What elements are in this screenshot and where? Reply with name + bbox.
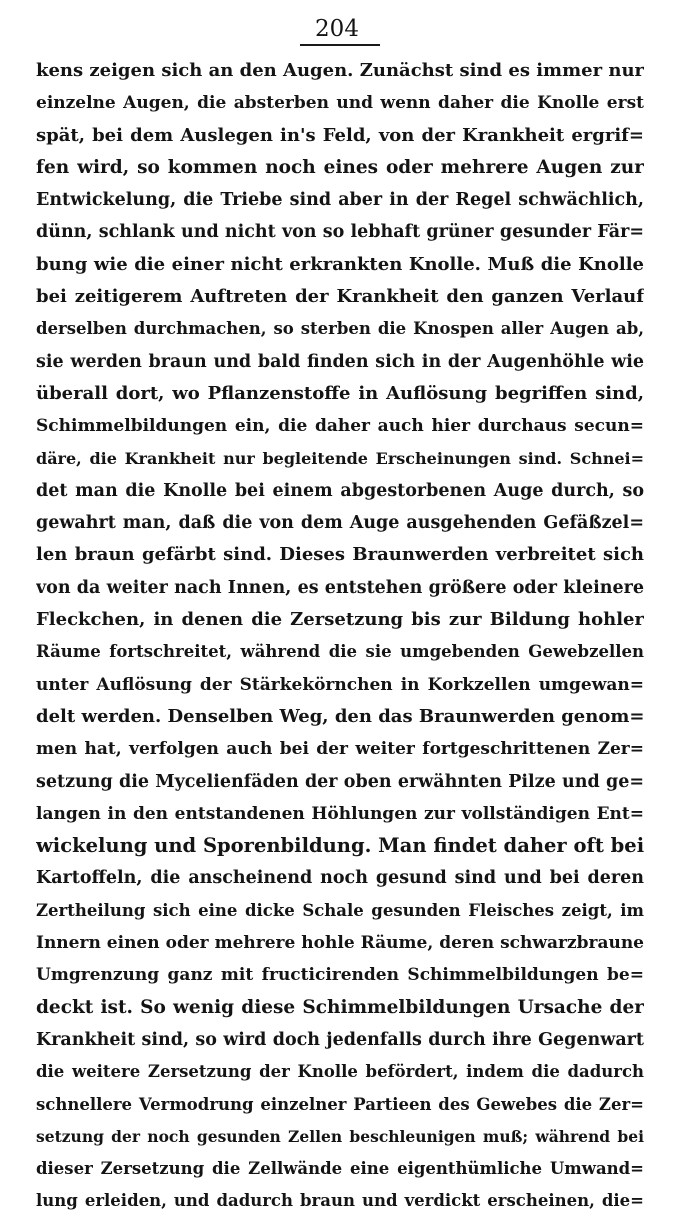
body-text: [36, 55, 644, 1218]
text-line: setzung der noch gesunden Zellen beschleunigen muß; während bei: [36, 1126, 644, 1146]
text-line: däre, die Krankheit nur begleitende Erscheinungen sind. Schnei=: [36, 448, 644, 468]
text-line: len braun gefärbt sind. Dieses Braunwerden verbreitet sich: [36, 544, 644, 566]
text-line: dieser Zersetzung die Zellwände eine eigenthümliche Umwand=: [36, 1159, 644, 1179]
text-line: Räume fortschreitet, während die sie umgebenden Gewebzellen: [36, 642, 644, 662]
text-line: spät, bei dem Auslegen in's Feld, von der Krankheit ergrif=: [36, 124, 644, 146]
text-line: kens zeigen sich an den Augen. Zunächst sind es immer nur: [36, 60, 644, 81]
text-line: schnellere Vermodrung einzelner Partieen des Gewebes die Zer=: [36, 1094, 644, 1114]
text-line: deckt ist. So wenig diese Schimmelbildungen Ursache der: [36, 996, 644, 1018]
text-line: bung wie die einer nicht erkrankten Knolle. Muß die Knolle: [36, 253, 644, 275]
text-line: Zertheilung sich eine dicke Schale gesunden Fleisches zeigt, im: [36, 900, 644, 920]
text-line: Fleckchen, in denen die Zersetzung bis zur Bildung hohler: [36, 609, 644, 631]
text-line: dünn, schlank und nicht von so lebhaft grüner gesunder Fär=: [36, 222, 644, 243]
text-line: sie werden braun und bald finden sich in der Augenhöhle wie: [36, 351, 644, 372]
text-line: delt werden. Denselben Weg, den das Braunwerden genom=: [36, 705, 644, 727]
text-line: unter Auflösung der Stärkekörnchen in Korkzellen umgewan=: [36, 674, 644, 695]
text-line: einzelne Augen, die absterben und wenn daher die Knolle erst: [36, 93, 644, 114]
text-line: Krankheit sind, so wird doch jedenfalls durch ihre Gegenwart: [36, 1029, 644, 1050]
text-line: bei zeitigerem Auftreten der Krankheit den ganzen Verlauf: [36, 286, 644, 308]
text-line: lung erleiden, und dadurch braun und verdickt erscheinen, die=: [36, 1191, 644, 1211]
text-line: Entwickelung, die Triebe sind aber in der Regel schwächlich,: [36, 190, 644, 211]
text-line: Umgrenzung ganz mit fructicirenden Schimmelbildungen be=: [36, 965, 644, 986]
text-line: gewahrt man, daß die von dem Auge ausgehenden Gefäßzel=: [36, 513, 644, 534]
text-line: derselben durchmachen, so sterben die Knospen aller Augen ab,: [36, 319, 644, 339]
text-line: wickelung und Sporenbildung. Man findet daher oft bei: [36, 834, 644, 858]
text-line: fen wird, so kommen noch eines oder mehrere Augen zur: [36, 156, 644, 178]
page-number: 204: [315, 16, 359, 42]
text-line: die weitere Zersetzung der Knolle befördert, indem die dadurch: [36, 1062, 644, 1082]
text-line: setzung die Mycelienfäden der oben erwähnten Pilze und ge=: [36, 771, 644, 792]
header-rule: [300, 44, 380, 46]
text-line: Kartoffeln, die anscheinend noch gesund sind und bei deren: [36, 868, 644, 889]
text-line: überall dort, wo Pflanzenstoffe in Auflösung begriffen sind,: [36, 382, 644, 404]
text-line: Schimmelbildungen ein, die daher auch hier durchaus secun=: [36, 416, 644, 437]
text-line: langen in den entstandenen Höhlungen zur vollständigen Ent=: [36, 803, 644, 824]
text-line: von da weiter nach Innen, es entstehen größere oder kleinere: [36, 577, 644, 598]
text-line: Innern einen oder mehrere hohle Räume, deren schwarzbraune: [36, 933, 644, 954]
text-line: men hat, verfolgen auch bei der weiter fortgeschrittenen Zer=: [36, 739, 644, 760]
text-line: det man die Knolle bei einem abgestorbenen Auge durch, so: [36, 480, 644, 501]
